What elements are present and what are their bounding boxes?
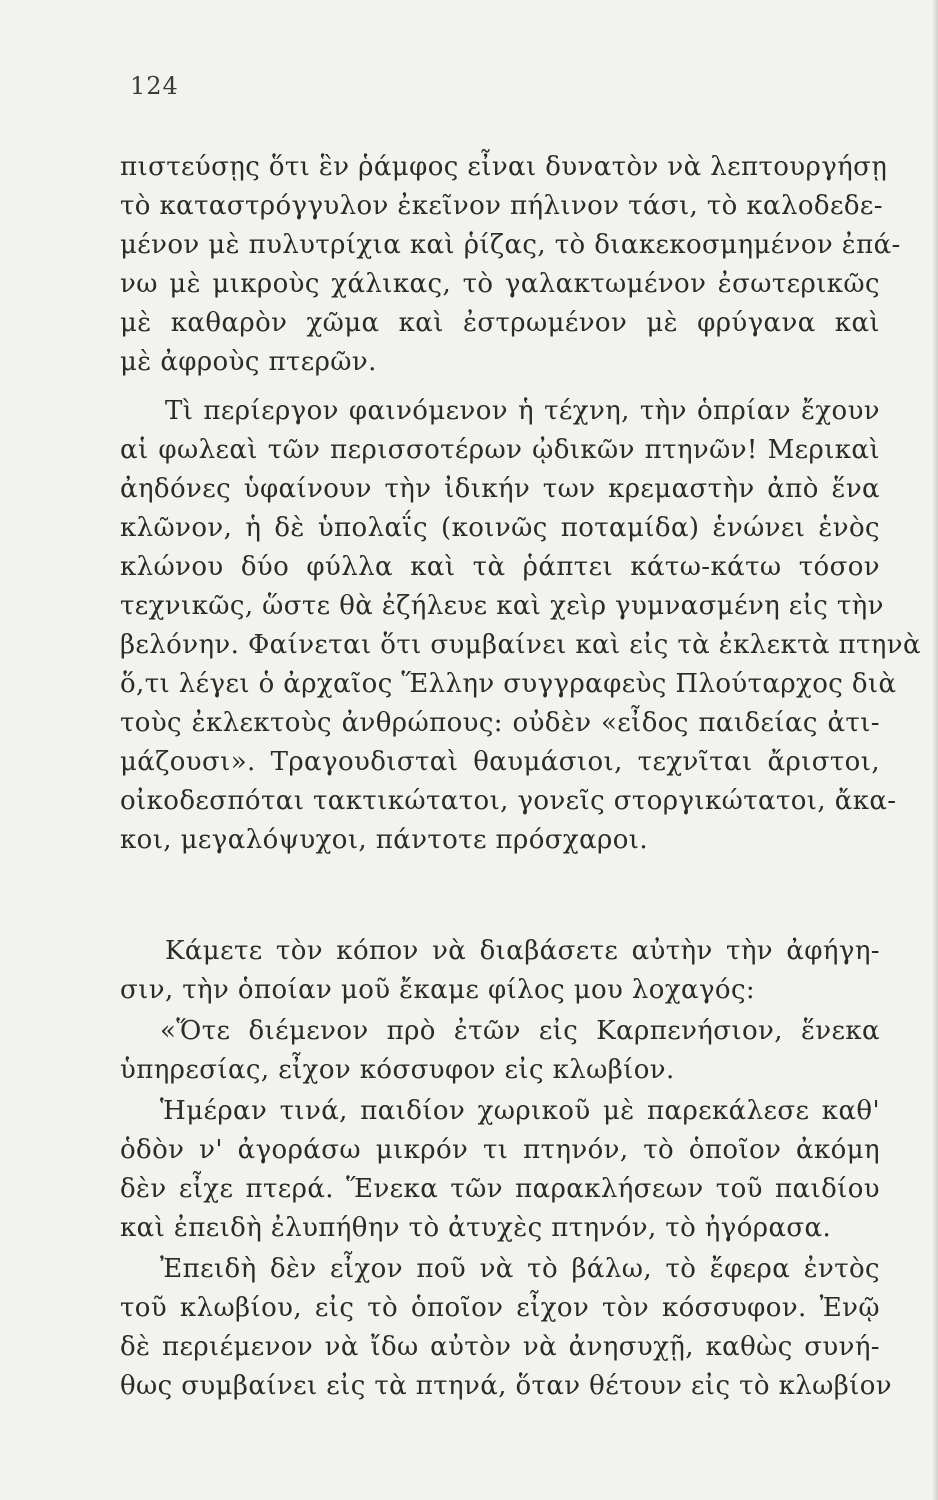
text-line: σιν, τὴν ὁποίαν μοῦ ἔκαμε φίλος μου λοχαγός: [120, 975, 756, 1005]
text-line: Ἐπειδὴ δὲν εἶχον ποῦ νὰ τὸ βάλω, τὸ ἔφερα ἐντὸς [160, 1254, 880, 1284]
text-line: τοῦ κλωβίου, εἰς τὸ ὁποῖον εἶχον τὸν κόσσυφον. Ἐνῷ [120, 1293, 880, 1323]
text-line: μάζουσι». Τραγουδισταὶ θαυμάσιοι, τεχνῖται ἄριστοι, [120, 747, 880, 777]
text-line: δὲ περιέμενον νὰ ἴδω αὐτὸν νὰ ἀνησυχῇ, καθὼς συνή- [120, 1332, 880, 1362]
text-line: ὑπηρεσίας, εἶχον κόσσυφον εἰς κλωβίον. [120, 1055, 675, 1085]
text-line: Κάμετε τὸν κόπον νὰ διαβάσετε αὐτὴν τὴν ἀφήγη- [165, 936, 880, 966]
text-line: κλώνου δύο φύλλα καὶ τὰ ῥάπτει κάτω-κάτω τόσον [120, 552, 880, 582]
paragraph-4 [120, 1012, 880, 1090]
text-line: Ἡμέραν τινά, παιδίον χωρικοῦ μὲ παρεκάλεσε καθ' [160, 1096, 880, 1126]
text-line: κοι, μεγαλόψυχοι, πάντοτε πρόσχαροι. [120, 825, 649, 855]
text-line: αἱ φωλεαὶ τῶν περισσοτέρων ᾠδικῶν πτηνῶν! Μερικαὶ [120, 435, 880, 465]
text-line: πιστεύσῃς ὅτι ἓν ῥάμφος εἶναι δυνατὸν νὰ λεπτουργήσῃ [120, 152, 888, 182]
text-line: ὅ,τι λέγει ὁ ἀρχαῖος Ἕλλην συγγραφεὺς Πλούταρχος διὰ [120, 669, 897, 699]
text-line: θως συμβαίνει εἰς τὰ πτηνά, ὅταν θέτουν εἰς τὸ κλωβίον [120, 1371, 892, 1401]
page-number: 124 [130, 72, 179, 100]
text-line: καὶ ἐπειδὴ ἐλυπήθην τὸ ἀτυχὲς πτηνόν, τὸ ἠγόρασα. [120, 1213, 832, 1243]
text-line: τοὺς ἐκλεκτοὺς ἀνθρώπους: οὐδὲν «εἶδος παιδείας ἀτι- [120, 708, 880, 738]
text-line: ἀηδόνες ὑφαίνουν τὴν ἰδικήν των κρεμαστὴν ἀπὸ ἕνα [120, 474, 880, 504]
paragraph-5 [120, 1092, 880, 1248]
text-line: νω μὲ μικροὺς χάλικας, τὸ γαλακτωμένον ἐσωτερικῶς [120, 269, 880, 299]
paragraph-1 [120, 148, 901, 382]
text-line: ὁδὸν ν' ἀγοράσω μικρόν τι πτηνόν, τὸ ὁποῖον ἀκόμη [120, 1135, 880, 1165]
text-line: μένον μὲ πυλυτρίχια καὶ ῥίζας, τὸ διακεκοσμημένον ἐπά- [120, 230, 901, 260]
text-line: οἰκοδεσπόται τακτικώτατοι, γονεῖς στοργικώτατοι, ἄκα- [120, 786, 897, 816]
paragraph-6 [120, 1250, 892, 1406]
text-line: μὲ καθαρὸν χῶμα καὶ ἐστρωμένον μὲ φρύγανα καὶ [120, 308, 880, 338]
text-line: βελόνην. Φαίνεται ὅτι συμβαίνει καὶ εἰς τὰ ἐκλεκτὰ πτηνὰ [120, 630, 921, 660]
text-line: «Ὅτε διέμενον πρὸ ἐτῶν εἰς Καρπενήσιον, ἕνεκα [160, 1016, 880, 1046]
paragraph-3 [120, 932, 880, 1010]
text-line: δὲν εἶχε πτερά. Ἕνεκα τῶν παρακλήσεων τοῦ παιδίου [120, 1174, 880, 1204]
text-line: τὸ καταστρόγγυλον ἐκεῖνον πήλινον τάσι, τὸ καλοδεδε- [120, 191, 883, 221]
page-edge-shadow [932, 0, 938, 1500]
text-line: τεχνικῶς, ὥστε θὰ ἐζήλευε καὶ χεὶρ γυμνασμένη εἰς τὴν [120, 591, 884, 621]
text-line: Τὶ περίεργον φαινόμενον ἡ τέχνη, τὴν ὁπρίαν ἔχουν [165, 396, 880, 426]
paragraph-2 [120, 392, 921, 860]
text-line: κλῶνον, ἡ δὲ ὑπολαΐς (κοινῶς ποταμίδα) ἑνώνει ἑνὸς [120, 513, 880, 543]
text-line: μὲ ἀφροὺς πτερῶν. [120, 347, 377, 377]
